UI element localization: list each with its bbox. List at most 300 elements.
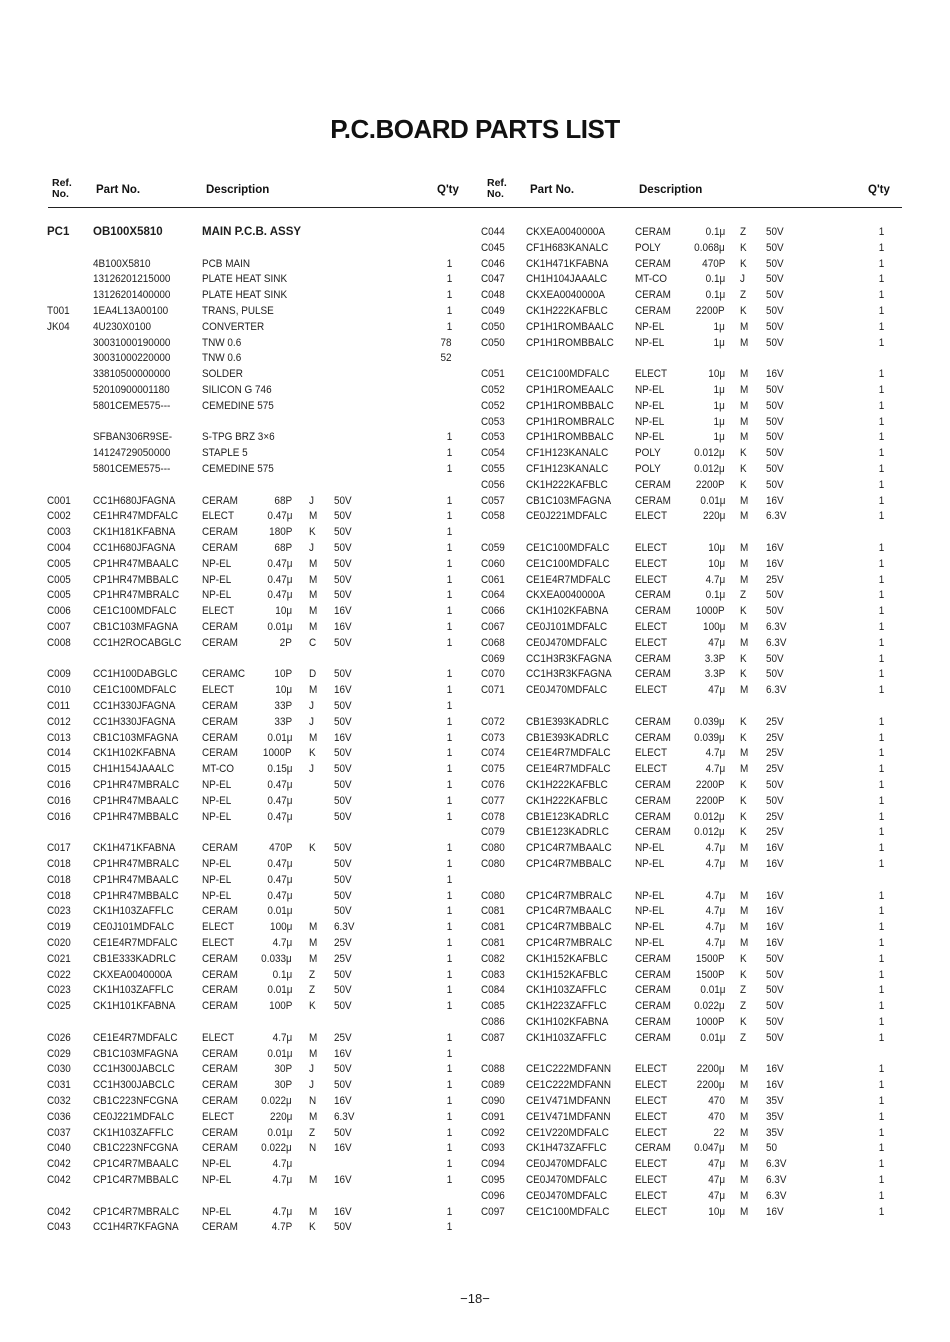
value-cell: 100μ [702,621,725,633]
qty-cell: 1 [878,510,884,523]
voltage-cell: 25V [766,715,784,728]
description-cell: CERAM [635,226,671,238]
qty-cell: 78 [440,336,452,349]
part-no-cell: CE1C100MDFALC [93,605,177,618]
voltage-cell: 16V [766,858,784,870]
parts-row [0,1158,950,1174]
value-cell: 1000P [696,605,725,618]
voltage-cell: 16V [766,937,784,949]
voltage-cell: 50V [766,478,784,491]
qty-header: Q'ty [868,184,890,196]
description-cell: CERAM [202,731,238,744]
description-cell: ELECT [202,937,235,949]
description-cell: CERAM [202,621,238,633]
description-cell: CERAM [635,715,671,728]
value-cell: 1000P [263,747,292,760]
description-cell: CERAM [202,984,238,997]
ref-header-line1: Ref. [487,177,507,189]
tolerance-cell: M [740,384,749,396]
voltage-cell: 50V [766,652,784,665]
value-cell: 0.15μ [266,763,292,776]
part-no-cell: CB1E123KADRLC [526,810,609,823]
voltage-cell: 50V [334,636,352,649]
part-no-cell: CE1C222MDFANN [526,1063,612,1076]
part-no-cell: 30031000220000 [93,352,171,365]
ref-cell: C010 [47,684,71,697]
ref-cell: C054 [481,447,505,460]
part-no-cell: CE1V220MDFALC [526,1126,609,1139]
ref-cell: C048 [481,289,505,302]
tolerance-cell: M [740,1079,749,1092]
qty-cell: 1 [878,1000,884,1013]
description-cell: NP-EL [202,573,232,586]
voltage-cell: 25V [766,826,784,839]
part-no-header: Part No. [530,184,575,196]
ref-cell: C090 [481,1095,505,1107]
tolerance-cell: C [309,636,317,649]
value-cell: 2200μ [697,1079,725,1092]
part-no-header: Part No. [96,184,141,196]
qty-cell: 1 [446,1158,452,1171]
parts-row [0,368,950,384]
qty-cell: 1 [878,589,884,602]
qty-cell: 1 [878,289,884,302]
parts-row [0,826,950,842]
ref-cell: C086 [481,1016,505,1028]
value-cell: 4.7μ [705,763,725,776]
description-cell: ELECT [202,605,235,618]
tolerance-cell: M [740,431,749,444]
ref-cell: C030 [47,1063,71,1076]
part-no-cell: CP1C4R7MBRALC [93,1205,180,1218]
ref-cell: C095 [481,1174,505,1186]
tolerance-cell: M [740,921,749,934]
description-cell: NP-EL [635,921,665,934]
value-cell: 0.039μ [694,715,725,728]
voltage-cell: 50V [766,605,784,618]
value-cell: 0.47μ [266,779,292,791]
parts-row [0,574,950,590]
parts-row [0,937,950,953]
value-cell: 4.7μ [705,905,725,918]
voltage-cell: 50V [766,384,784,396]
qty-cell: 1 [446,952,452,965]
voltage-cell: 50V [334,794,352,807]
value-cell: 0.1μ [705,273,725,286]
description-cell: CERAM [202,1063,238,1076]
part-no-cell: 5801CEME575--- [93,399,171,412]
qty-cell: 1 [878,794,884,807]
part-no-cell: CP1HR47MBRALC [93,589,180,602]
part-no-cell: CE1E4R7MDFALC [526,763,611,776]
description-cell: NP-EL [202,858,232,870]
qty-cell: 1 [446,905,452,918]
qty-cell: 1 [878,731,884,744]
parts-row [0,1063,950,1079]
qty-cell: 1 [878,336,884,349]
ref-cell: C046 [481,257,505,270]
voltage-cell: 16V [334,684,352,697]
voltage-cell: 50V [766,463,784,475]
page-number: −18− [460,1291,490,1306]
description-cell: CERAM [202,1142,238,1155]
voltage-cell: 50V [766,431,784,444]
tolerance-cell: K [309,842,316,855]
voltage-cell: 50V [766,415,784,428]
description-cell: CERAM [635,589,671,602]
parts-row [0,1016,950,1032]
value-cell: 0.01μ [699,494,725,507]
description-cell: ELECT [635,684,668,697]
description-cell: CERAM [202,1000,238,1013]
part-no-cell: CE0J470MDFALC [526,1158,608,1171]
value-cell: 0.01μ [266,984,292,997]
description-cell: NP-EL [635,905,665,918]
description-cell: MT-CO [202,763,235,776]
ref-cell: C081 [481,937,505,949]
description-cell: CEMEDINE 575 [202,463,274,475]
voltage-cell: 50V [334,526,352,539]
part-no-cell: CC1H3R3KFAGNA [526,668,612,681]
value-cell: 220μ [269,1110,292,1123]
tolerance-cell: M [740,1189,749,1202]
qty-cell: 1 [878,668,884,681]
value-cell: 0.47μ [266,810,292,823]
description-cell: PLATE HEAT SINK [202,273,288,286]
description-cell: ELECT [635,542,668,554]
voltage-cell: 50V [766,305,784,317]
value-cell: 4.7μ [272,1205,292,1218]
description-cell: MAIN P.C.B. ASSY [202,226,302,238]
value-cell: 0.012μ [694,447,725,460]
qty-cell: 1 [446,794,452,807]
voltage-cell: 6.3V [766,684,787,697]
description-cell: CERAM [202,842,238,855]
ref-cell: C080 [481,889,505,902]
description-cell: CERAM [635,984,671,997]
part-no-cell: CB1E393KADRLC [526,731,609,744]
value-cell: 1500P [696,968,725,981]
part-no-cell: CK1H103ZAFFLC [526,984,607,997]
qty-cell: 52 [440,352,452,365]
voltage-cell: 50V [766,1016,784,1028]
parts-row [0,621,950,637]
tolerance-cell: M [740,399,749,412]
ref-cell: C076 [481,779,505,791]
part-no-cell: CP1H1ROMBAALC [526,320,614,333]
part-no-cell: CB1C103MFAGNA [93,731,179,744]
ref-cell: C092 [481,1126,505,1139]
ref-cell: C057 [481,494,505,507]
tolerance-cell: K [740,478,747,491]
tolerance-cell: Z [740,226,747,238]
ref-cell: C070 [481,668,505,681]
ref-cell: C055 [481,463,505,475]
ref-cell: C053 [481,431,505,444]
voltage-cell: 25V [766,747,784,760]
description-header: Description [206,184,270,196]
qty-cell: 1 [446,937,452,949]
qty-cell: 1 [878,621,884,633]
voltage-cell: 50V [766,952,784,965]
part-no-cell: CK1H223ZAFFLC [526,1000,607,1013]
value-cell: 4.7μ [272,937,292,949]
parts-row [0,1048,475,1064]
qty-cell: 1 [446,684,452,697]
qty-cell: 1 [446,1079,452,1092]
value-cell: 0.01μ [266,905,292,918]
part-no-cell: CE1C222MDFANN [526,1079,612,1092]
value-cell: 2200P [696,305,725,317]
value-cell: 0.47μ [266,589,292,602]
ref-cell: C043 [47,1221,71,1234]
parts-row [0,1032,950,1048]
part-no-cell: CP1C4R7MBBALC [526,858,612,870]
value-cell: 2P [279,636,292,649]
part-no-cell: CP1H1ROMBRALC [526,415,615,428]
ref-cell: C045 [481,241,505,254]
value-cell: 180P [268,526,292,539]
tolerance-cell: K [740,1016,747,1028]
voltage-cell: 16V [334,1174,352,1186]
parts-row [0,258,950,274]
voltage-cell: 16V [766,1205,784,1218]
value-cell: 0.1μ [705,589,725,602]
value-cell: 4.7μ [705,937,725,949]
description-cell: NP-EL [202,889,232,902]
description-cell: NP-EL [202,873,232,886]
voltage-cell: 50V [334,1063,352,1076]
part-no-cell: 52010900001180 [93,384,170,396]
tolerance-cell: M [740,747,749,760]
description-cell: CERAM [635,968,671,981]
voltage-cell: 50V [334,1221,352,1234]
part-no-cell: 14124729050000 [93,447,171,460]
ref-header [487,178,507,200]
description-header: Description [639,184,703,196]
part-no-cell: CK1H222KAFBLC [526,305,608,317]
tolerance-cell: Z [740,984,747,997]
ref-cell: C016 [47,779,71,791]
ref-cell: C042 [47,1174,71,1186]
parts-row [0,321,950,337]
ref-cell: C031 [47,1079,71,1092]
qty-cell: 1 [446,1031,452,1044]
value-cell: 3.3P [704,652,725,665]
tolerance-cell: M [740,1158,749,1171]
part-no-cell: CK1H101KFABNA [93,1000,176,1013]
ref-cell: C004 [47,542,71,554]
qty-cell: 1 [878,273,884,286]
parts-row [0,242,950,258]
tolerance-cell: M [740,1205,749,1218]
ref-cell: C091 [481,1110,505,1123]
part-no-cell: CE1C100MDFALC [526,1205,610,1218]
qty-cell: 1 [878,384,884,396]
parts-row [0,510,950,526]
ref-cell: C005 [47,557,71,570]
part-no-cell: CP1C4R7MBRALC [526,889,613,902]
parts-row [0,400,950,416]
voltage-cell: 16V [334,731,352,744]
ref-cell: C071 [481,684,505,697]
description-cell: NP-EL [202,794,232,807]
qty-cell: 1 [878,1031,884,1044]
value-cell: 0.012μ [694,463,725,475]
ref-cell: C014 [47,747,71,760]
value-cell: 3.3P [704,668,725,681]
description-cell: MT-CO [635,273,668,286]
description-cell: NP-EL [635,431,665,444]
value-cell: 1μ [713,384,725,396]
description-cell: ELECT [202,510,235,523]
ref-cell: C080 [481,842,505,855]
ref-cell: C097 [481,1205,505,1218]
part-no-cell: CB1C223NFCGNA [93,1142,179,1155]
tolerance-cell: M [309,1174,318,1186]
description-cell: CERAM [635,289,671,302]
qty-cell: 1 [878,826,884,839]
part-no-cell: CE1E4R7MDFALC [93,937,178,949]
voltage-cell: 50V [766,399,784,412]
ref-cell: C016 [47,810,71,823]
ref-cell: C002 [47,510,71,523]
tolerance-cell: J [309,763,314,776]
tolerance-cell: M [740,415,749,428]
part-no-cell: CP1HR47MBBALC [93,810,179,823]
value-cell: 0.47μ [266,889,292,902]
parts-row [0,226,950,242]
description-cell: NP-EL [202,1158,232,1171]
parts-row [0,874,475,890]
ref-cell: C020 [47,937,71,949]
part-no-cell: CE1HR47MDFALC [93,510,179,523]
voltage-cell: 50V [766,668,784,681]
tolerance-cell: K [740,447,747,460]
parts-row [0,969,950,985]
description-cell: ELECT [635,368,668,381]
ref-cell: C047 [481,273,505,286]
tolerance-cell: M [740,1063,749,1076]
qty-cell: 1 [446,463,452,475]
description-cell: CERAM [635,1142,671,1155]
voltage-cell: 16V [334,605,352,618]
voltage-cell: 50V [334,858,352,870]
tolerance-cell: M [309,937,318,949]
part-no-cell: 33810500000000 [93,368,171,381]
description-cell: CERAM [202,715,238,728]
value-cell: 1μ [713,320,725,333]
voltage-cell: 6.3V [766,621,787,633]
value-cell: 4.7μ [705,573,725,586]
part-no-cell: CKXEA0040000A [526,226,606,238]
ref-cell: C005 [47,589,71,602]
value-cell: 0.022μ [261,1095,292,1107]
ref-cell: C073 [481,731,505,744]
qty-cell: 1 [446,968,452,981]
voltage-cell: 16V [334,1142,352,1155]
part-no-cell: CE1C100MDFALC [526,542,610,554]
tolerance-cell: K [740,826,747,839]
ref-cell: C009 [47,668,71,681]
part-no-cell: CK1H222KAFBLC [526,779,608,791]
tolerance-cell: M [309,1031,318,1044]
part-no-cell: CP1HR47MBBALC [93,889,179,902]
value-cell: 220μ [702,510,725,523]
ref-cell: C052 [481,399,505,412]
value-cell: 10P [274,668,292,681]
parts-row [0,684,950,700]
ref-cell: C032 [47,1095,71,1107]
qty-cell: 1 [878,984,884,997]
tolerance-cell: K [740,652,747,665]
description-cell: CERAM [202,1047,238,1060]
tolerance-cell: M [740,1110,749,1123]
ref-cell: C069 [481,652,505,665]
part-no-cell: CP1C4R7MBAALC [526,842,612,855]
value-cell: 470 [708,1110,725,1123]
description-cell: CERAM [202,905,238,918]
qty-cell: 1 [878,1189,884,1202]
tolerance-cell: M [740,684,749,697]
ref-cell: C016 [47,794,71,807]
description-cell: CERAM [635,494,671,507]
ref-cell: C007 [47,621,71,633]
ref-cell: C084 [481,984,505,997]
tolerance-cell: Z [309,968,316,981]
value-cell: 2200P [696,794,725,807]
parts-row [0,1174,950,1190]
tolerance-cell: K [740,731,747,744]
part-no-cell: CE1E4R7MDFALC [526,573,611,586]
ref-cell: C037 [47,1126,71,1139]
part-no-cell: 30031000190000 [93,336,171,349]
value-cell: 1μ [713,431,725,444]
ref-cell: C083 [481,968,505,981]
tolerance-cell: K [740,794,747,807]
value-cell: 47μ [708,1174,725,1186]
description-cell: CEMEDINE 575 [202,399,274,412]
voltage-cell: 16V [766,889,784,902]
value-cell: 47μ [708,684,725,697]
tolerance-cell: M [740,621,749,633]
part-no-cell: CE1V471MDFANN [526,1110,611,1123]
voltage-cell: 50V [334,873,352,886]
description-cell: NP-EL [635,842,665,855]
tolerance-cell: M [740,542,749,554]
value-cell: 10μ [708,542,725,554]
part-no-cell: CC1H2ROCABGLC [93,636,182,649]
part-no-cell: CK1H471KFABNA [526,257,609,270]
qty-cell: 1 [878,1142,884,1155]
parts-row [0,842,950,858]
qty-cell: 1 [878,1095,884,1107]
qty-cell: 1 [446,1063,452,1076]
voltage-cell: 50V [334,779,352,791]
tolerance-cell: M [309,573,318,586]
qty-cell: 1 [878,368,884,381]
qty-cell: 1 [878,399,884,412]
parts-row [0,431,950,447]
parts-row [0,479,950,495]
tolerance-cell: M [309,731,318,744]
qty-cell: 1 [446,1126,452,1139]
qty-cell: 1 [446,1110,452,1123]
ref-cell: C082 [481,952,505,965]
voltage-cell: 50V [334,573,352,586]
voltage-cell: 25V [766,731,784,744]
voltage-cell: 6.3V [766,1189,787,1202]
